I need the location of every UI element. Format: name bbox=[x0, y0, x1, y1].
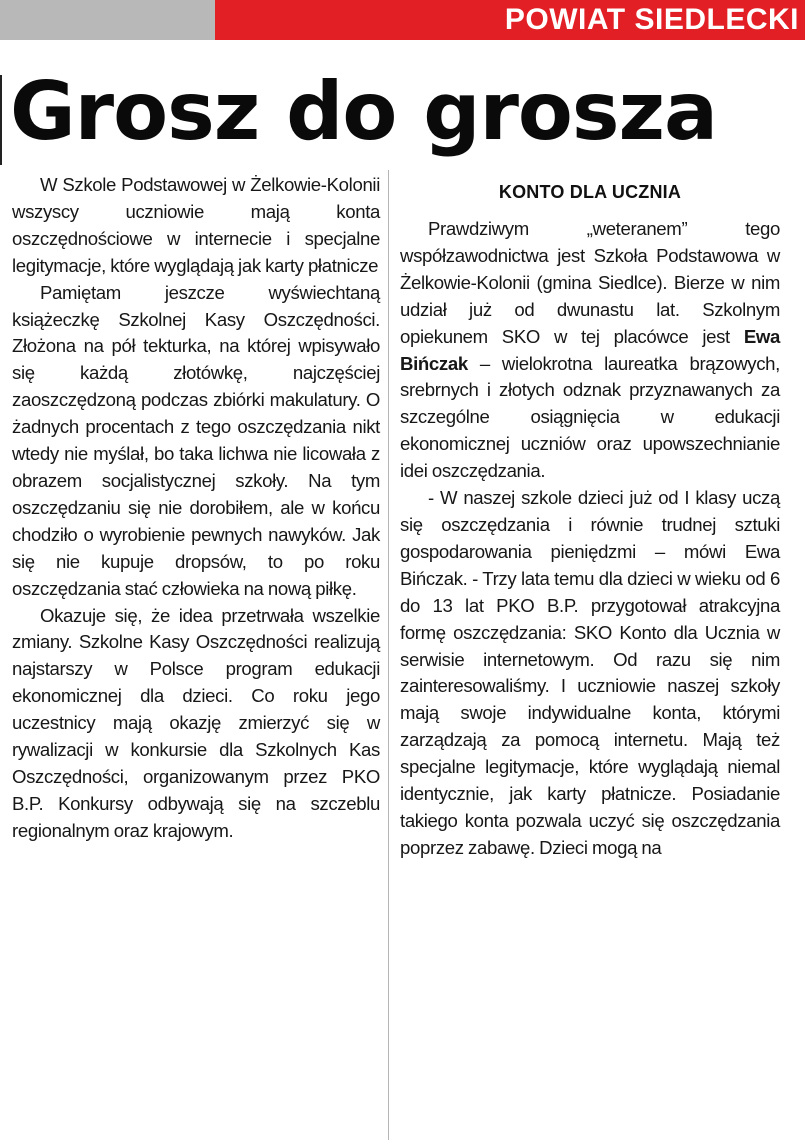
article-paragraph: Pamiętam jeszcze wyświechtaną książeczkę Szkolnej Kasy Oszczędności. Złożona na pół tekturka, na której wpisywało się każdą złotówkę, najczęściej zaoszczędzoną podczas zbiórki makulatury. O żadnych procentach z tego oszczędzania nikt wtedy nie myślał, bo taka lichwa nie licowała z obrazem socjalistycznej szkoły. Na tym oszczędzaniu się nie dorobiłem, ale w końcu chodziło o wyrobienie pewnych nawyków. Jak się nie kupuje dropsów, to po roku oszczędzania stać człowieka na nową piłkę. bbox=[12, 281, 380, 599]
section-label: POWIAT SIEDLECKI bbox=[504, 3, 799, 36]
person-name: Ewa Bińczak bbox=[400, 325, 780, 374]
section-banner bbox=[0, 0, 805, 40]
article-paragraph: - W naszej szkole dzieci już od I klasy uczą się oszczędzania i równie trudnej sztuki gospodarowania pieniędzmi – mówi Ewa Bińczak. - Trzy lata temu dla dzieci w wieku od 6 do 13 lat PKO B.P. przygotował atrakcyjna formę oszczędzania: SKO Konto dla Ucznia w serwisie internetowym. Od razu się nim zainteresowaliśmy. I uczniowie naszej szkoły mają swoje indywidualne konta, którymi zarządzają za pomocą internetu. Mają też specjalne legitymacje, które wyglądają niemal identycznie, jak karty płatnicze. Posiadanie takiego konta pozwala uczyć się oszczędzania poprzez zabawę. Dzieci mogą na bbox=[400, 487, 780, 858]
left-column bbox=[12, 172, 380, 845]
right-column bbox=[400, 172, 780, 862]
article-headline: Grosz do grosza bbox=[10, 65, 718, 158]
article-lead: W Szkole Podstawowej w Żelkowie-Kolonii wszyscy uczniowie mają konta oszczędnościowe w internecie i specjalne legitymacje, które wyglądają jak karty płatnicze bbox=[12, 174, 380, 276]
column-divider bbox=[388, 170, 389, 1140]
section-subhead: KONTO DLA UCZNIA bbox=[498, 182, 682, 202]
banner-gray-block bbox=[0, 0, 215, 40]
article-paragraph: Okazuje się, że idea przetrwała wszelkie zmiany. Szkolne Kasy Oszczędności realizują najstarszy w Polsce program edukacji ekonomicznej dla dzieci. Co roku jego uczestnicy mają okazję zmierzyć się w rywalizacji w konkursie dla Szkolnych Kas Oszczędności, organizowanym przez PKO B.P. Konkursy odbywają się na szczeblu regionalnym oraz krajowym. bbox=[12, 604, 380, 841]
article-paragraph bbox=[400, 216, 780, 485]
paragraph-text: Prawdziwym „weteranem” tego współzawodnictwa jest Szkoła Podstawowa w Żelkowie-Kolonii (gmina Siedlce). Bierze w nim udział już od dwunastu lat. Szkolnym opiekunem SKO w tej placówce jest bbox=[400, 218, 780, 347]
paragraph-text: – wielokrotna laureatka brązowych, srebrnych i złotych odznak przyznawanych za szczególne osiągnięcia w edukacji ekonomicznej uczniów oraz upowszechnianie idei oszczędzania. bbox=[400, 352, 780, 482]
headline-rule bbox=[0, 75, 2, 165]
